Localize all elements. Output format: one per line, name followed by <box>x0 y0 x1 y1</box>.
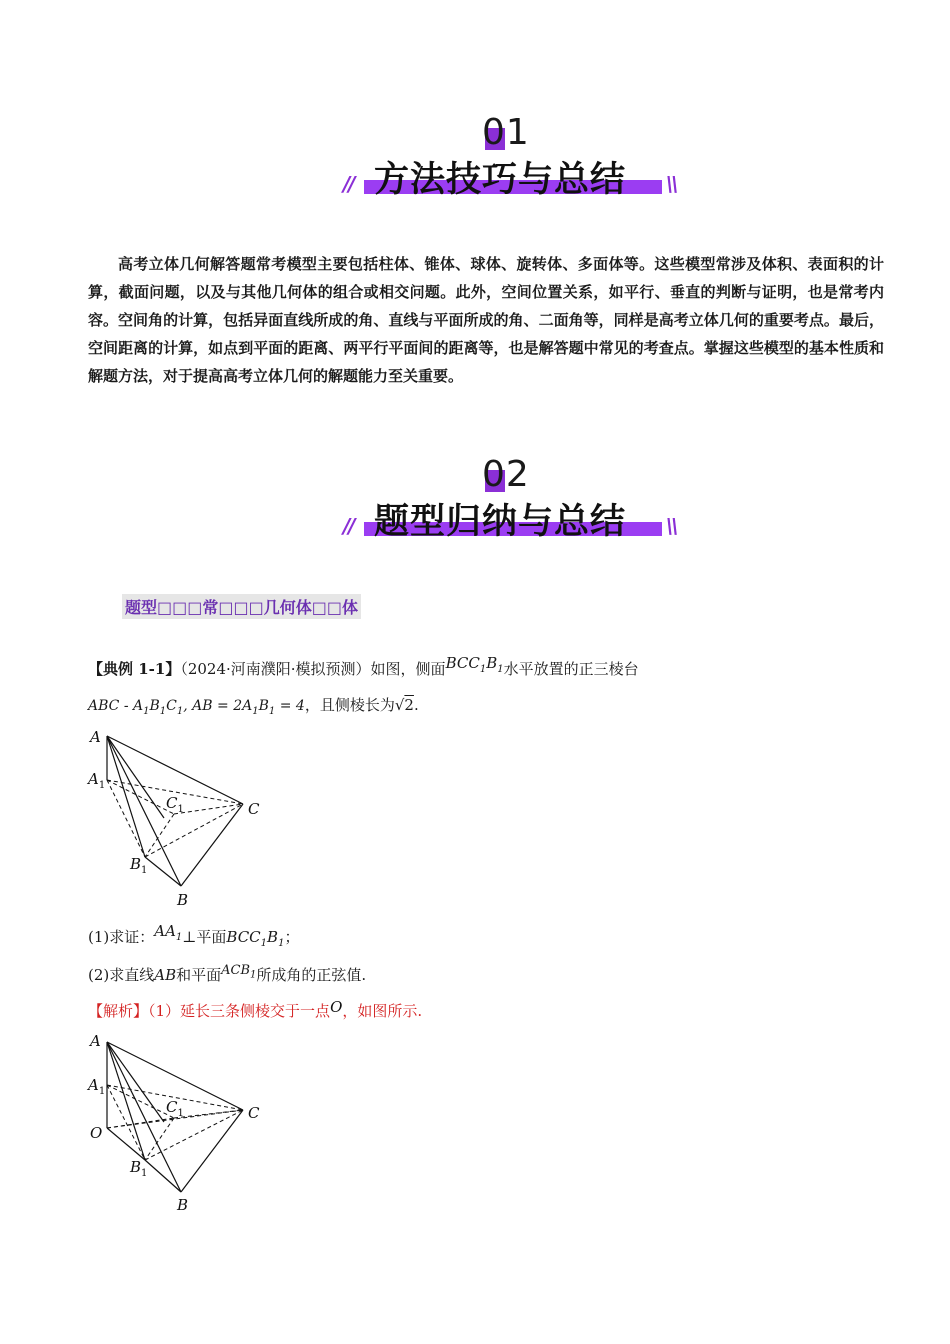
example-frustum: ABC - $A_1B_1C_1$, AB = $2A_1B_1 = 4$ <box>88 698 305 717</box>
topic-title: 题型□□□常□□□几何体□□体 <box>122 594 361 619</box>
section2-title: 题型归纳与总结 <box>374 502 627 542</box>
example-end: . <box>413 696 419 714</box>
edge-A-C1 <box>107 736 164 818</box>
section1-slashes-right: \\ <box>666 172 677 196</box>
solution-text: （1）延长三条侧棱交于一点 <box>148 1002 331 1020</box>
example-tag: 【典例 1-1】 <box>88 660 181 678</box>
q2-mid: 和平面 <box>176 966 222 984</box>
figure-frustum-1 <box>86 722 276 914</box>
intro-paragraph: 高考立体几何解答题常考模型主要包括柱体、锥体、球体、旋转体、多面体等。这些模型常涉及体积、表面积的计算，截面问题，以及与其他几何体的组合或相交问题。此外，空间位置关系，如平行、垂直的判断与证明，也是常考内容。空间角的计算，包括异面直线所成的角、直线与平面所成的角、二面角等，同样是高考立体几何的重要考点。最后，空间距离的计算，如点到平面的距离、两平行平面间的距离等，也是解答题中常见的考查点。掌握这些模型的基本性质和解题方法，对于提高高考立体几何的解题能力至关重要。 <box>88 255 884 385</box>
section1-slashes-left: // <box>343 172 354 196</box>
edge-C-B <box>181 804 243 886</box>
figure-frustum-2 <box>86 1030 276 1220</box>
q1-perp: ⊥平面 <box>182 928 227 946</box>
solution-tag: 【解析】 <box>88 1002 149 1020</box>
q2-line: AB <box>154 966 177 984</box>
section1-number: 01 <box>482 112 530 153</box>
q1-end: ； <box>284 928 300 946</box>
label-B: B <box>177 1196 189 1214</box>
label-C: C <box>248 800 260 818</box>
label-B1: $B_1$ <box>130 855 148 876</box>
q2-prefix: (2)求直线 <box>88 966 155 984</box>
label-A: A <box>90 1032 101 1050</box>
section2-slashes-left: // <box>343 514 354 538</box>
label-A: A <box>90 728 101 746</box>
label-C1: $C_1$ <box>166 1098 184 1119</box>
q2-end: 所成角的正弦值. <box>256 966 367 984</box>
solution-text-end: ，如图所示. <box>342 1002 423 1020</box>
label-C1: $C_1$ <box>166 794 184 815</box>
edge-B1-B <box>145 857 181 886</box>
q2-plane: $ACB_1$ <box>221 963 257 981</box>
label-C: C <box>248 1104 260 1122</box>
label-O: O <box>90 1124 103 1142</box>
question-1 <box>88 922 300 949</box>
example-line-2 <box>88 694 419 717</box>
q1-line: $AA_1$ <box>154 922 183 943</box>
section1-title: 方法技巧与总结 <box>374 160 627 200</box>
label-A1: $A_1$ <box>88 1076 106 1097</box>
question-2 <box>88 964 366 987</box>
example-text-a: 如图，侧面 <box>370 660 446 678</box>
q1-prefix: (1)求证： <box>88 928 155 946</box>
label-A1: $A_1$ <box>88 770 106 791</box>
section2-number: 02 <box>482 454 530 495</box>
label-B1: $B_1$ <box>130 1158 148 1179</box>
example-source: （2024·河南濮阳·模拟预测） <box>180 660 371 678</box>
solution-point: O <box>330 998 343 1016</box>
example-text-c: ，且侧棱长为 <box>304 696 395 714</box>
section2-slashes-right: \\ <box>666 514 677 538</box>
example-plane: $BCC_1B_1$ <box>445 654 504 675</box>
sqrt-value: √2 <box>394 696 414 714</box>
solution-line <box>88 1000 422 1021</box>
example-line-1 <box>88 654 639 681</box>
q1-plane: $BCC_1B_1$ <box>226 928 285 949</box>
label-B: B <box>177 891 189 909</box>
example-text-b: 水平放置的正三棱台 <box>503 660 639 678</box>
